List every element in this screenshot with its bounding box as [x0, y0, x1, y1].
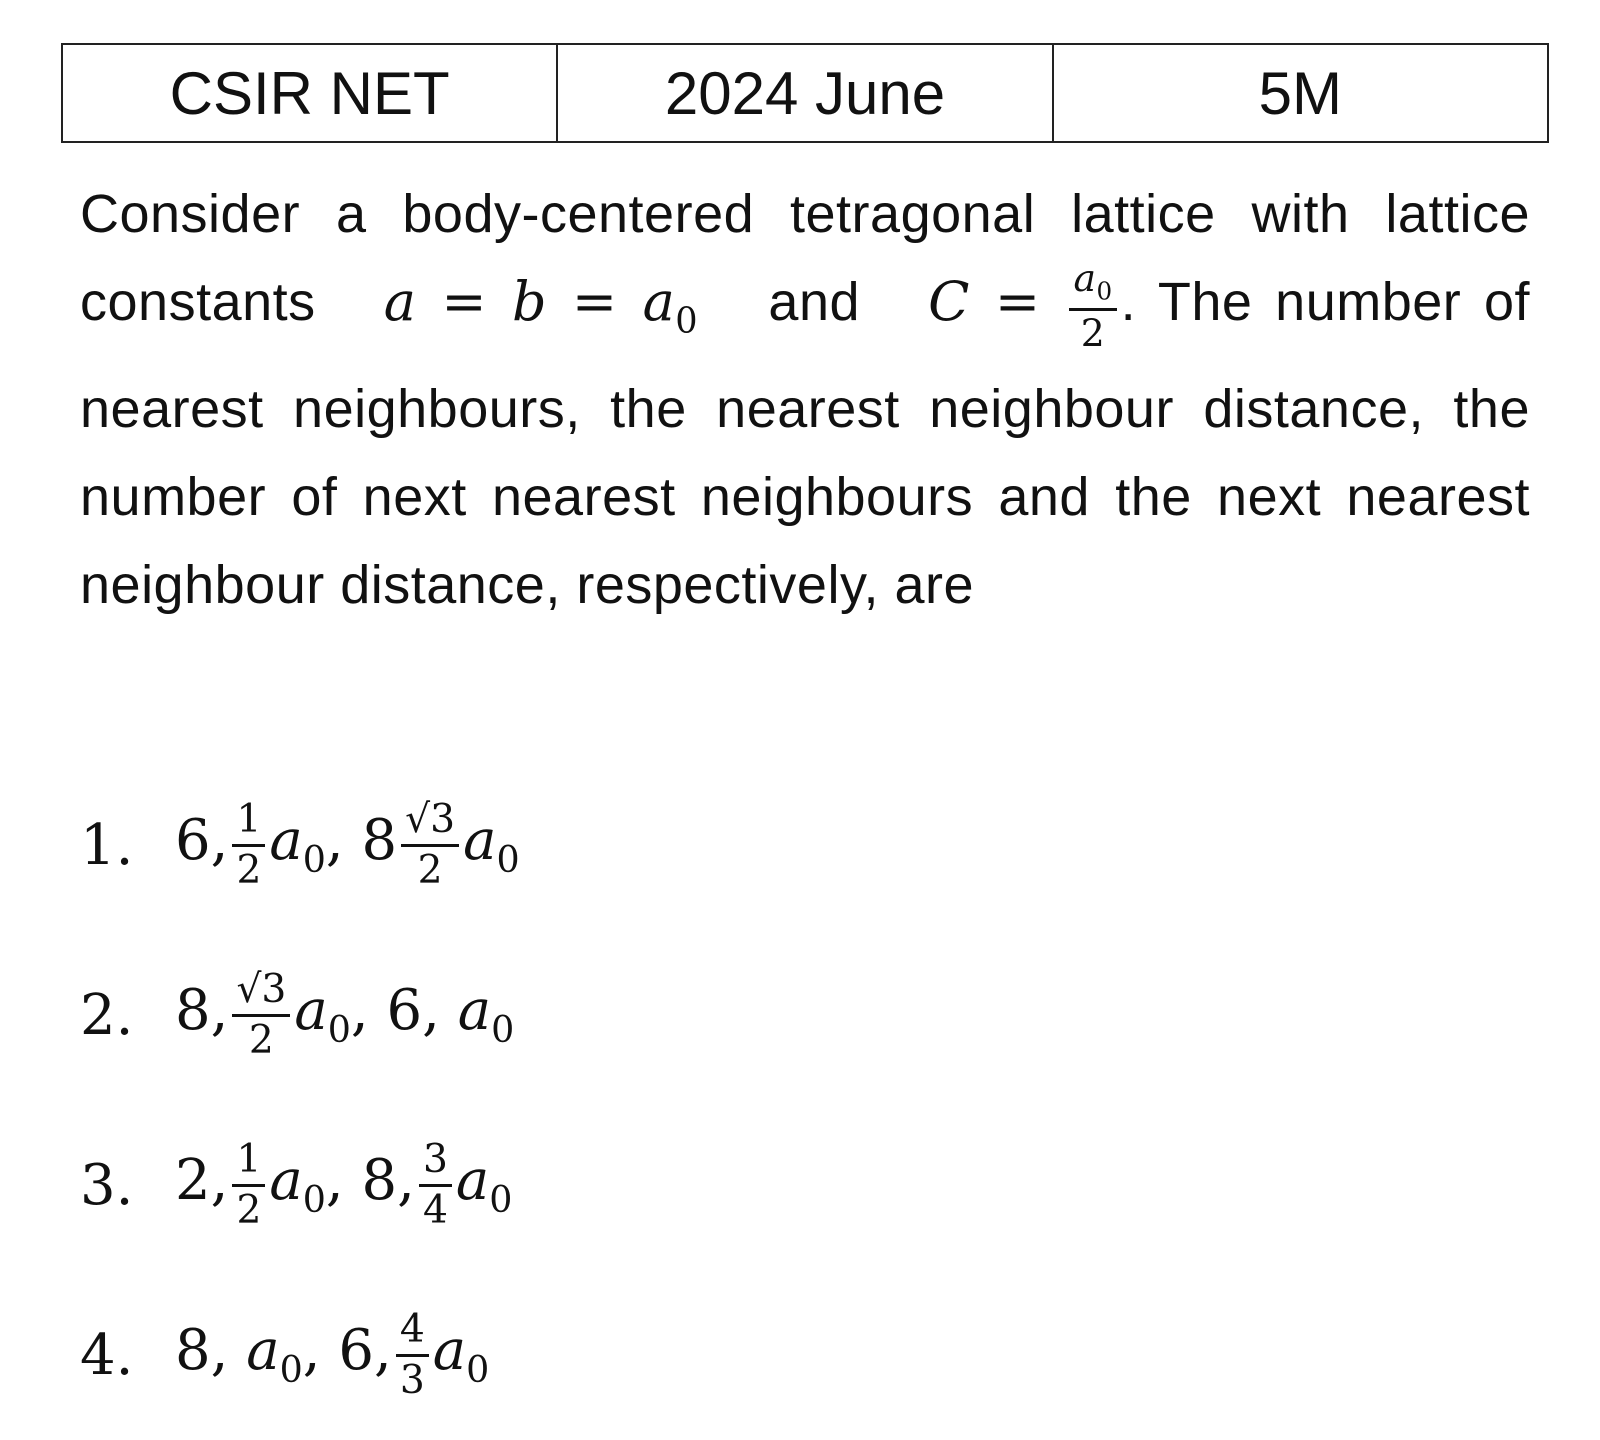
- option-value: 2,: [175, 1148, 229, 1214]
- eq-equals: =: [416, 270, 512, 333]
- frac-num: √3: [232, 970, 290, 1016]
- symbol-a: a: [463, 808, 497, 874]
- frac-den: 4: [422, 1187, 448, 1233]
- fraction: [401, 797, 459, 893]
- frac-num: 4: [396, 1310, 429, 1356]
- symbol-a: a: [269, 1148, 303, 1214]
- symbol-a: a: [455, 1148, 490, 1214]
- eq-c: C: [928, 270, 970, 333]
- eq-a0: a: [642, 270, 676, 333]
- symbol-subscript: 0: [489, 1178, 513, 1222]
- symbol-subscript: 0: [466, 1348, 490, 1392]
- symbol-subscript: 0: [491, 1008, 515, 1052]
- option-value: , 8: [325, 808, 398, 874]
- frac-num: a: [1073, 255, 1097, 300]
- eq-a: a: [383, 270, 417, 333]
- eq-equals: =: [547, 270, 643, 333]
- marks-cell: 5M: [1052, 45, 1547, 141]
- fraction: [396, 1307, 429, 1403]
- header-table: [61, 43, 1549, 143]
- frac-num: 1: [232, 1140, 265, 1186]
- fraction-a0-over-2: [1069, 255, 1116, 355]
- symbol-subscript: 0: [496, 838, 520, 882]
- option-value: 8,: [175, 1318, 247, 1384]
- frac-num-subscript: 0: [1096, 276, 1113, 306]
- symbol-a: a: [269, 808, 303, 874]
- option-number: 4.: [80, 1322, 134, 1388]
- frac-num: 1: [232, 800, 265, 846]
- symbol-subscript: 0: [279, 1348, 303, 1392]
- symbol-a: a: [432, 1318, 467, 1384]
- option-number: 2.: [80, 982, 134, 1048]
- question-text-part1: Consider a body-centered tetragonal lattice with lattice constants: [80, 184, 1530, 332]
- exam-session-cell: 2024 June: [556, 45, 1051, 141]
- frac-den: 2: [248, 1017, 274, 1063]
- fraction: [419, 1137, 452, 1233]
- frac-den: 2: [1080, 310, 1106, 355]
- symbol-a: a: [246, 1318, 280, 1384]
- fraction: [232, 967, 290, 1063]
- option-1[interactable]: [80, 760, 1480, 930]
- question-text-part2: . The number of nearest neighbours, the nearest neighbour distance, the number of next nearest neighbours and the next nearest neighbour distance, respectively, are: [80, 272, 1531, 616]
- option-answer: [175, 967, 515, 1063]
- fraction: [232, 1137, 265, 1233]
- symbol-subscript: 0: [302, 838, 326, 882]
- exam-name-cell: CSIR NET: [169, 59, 450, 127]
- option-answer: [175, 797, 520, 893]
- option-number: 3.: [80, 1152, 134, 1218]
- question-text: [80, 170, 1530, 629]
- symbol-a: a: [457, 978, 492, 1044]
- equation-c: [928, 255, 1121, 355]
- option-value: 6,: [175, 808, 229, 874]
- symbol-a: a: [294, 978, 328, 1044]
- frac-den: 2: [417, 847, 443, 893]
- option-number: 1.: [80, 812, 134, 878]
- fraction: [232, 797, 265, 893]
- question-text-and: and: [768, 272, 861, 332]
- frac-den: 2: [236, 1187, 262, 1233]
- option-3[interactable]: [80, 1100, 1480, 1270]
- option-answer: [175, 1137, 513, 1233]
- option-value: , 6,: [350, 978, 458, 1044]
- option-value: 8,: [175, 978, 229, 1044]
- symbol-subscript: 0: [302, 1178, 326, 1222]
- eq-equals: =: [969, 270, 1066, 333]
- symbol-subscript: 0: [327, 1008, 351, 1052]
- option-2[interactable]: [80, 930, 1480, 1100]
- frac-num: √3: [401, 800, 459, 846]
- eq-b: b: [511, 270, 548, 333]
- option-answer: [175, 1307, 490, 1403]
- frac-num: 3: [419, 1140, 452, 1186]
- option-value: , 8,: [325, 1148, 415, 1214]
- option-4[interactable]: [80, 1270, 1480, 1440]
- equation-lattice-a-b: [383, 270, 723, 342]
- options-list: [80, 760, 1480, 1440]
- frac-den: 3: [399, 1357, 425, 1403]
- option-value: , 6,: [302, 1318, 392, 1384]
- frac-den: 2: [236, 847, 262, 893]
- eq-a0-subscript: 0: [675, 300, 699, 342]
